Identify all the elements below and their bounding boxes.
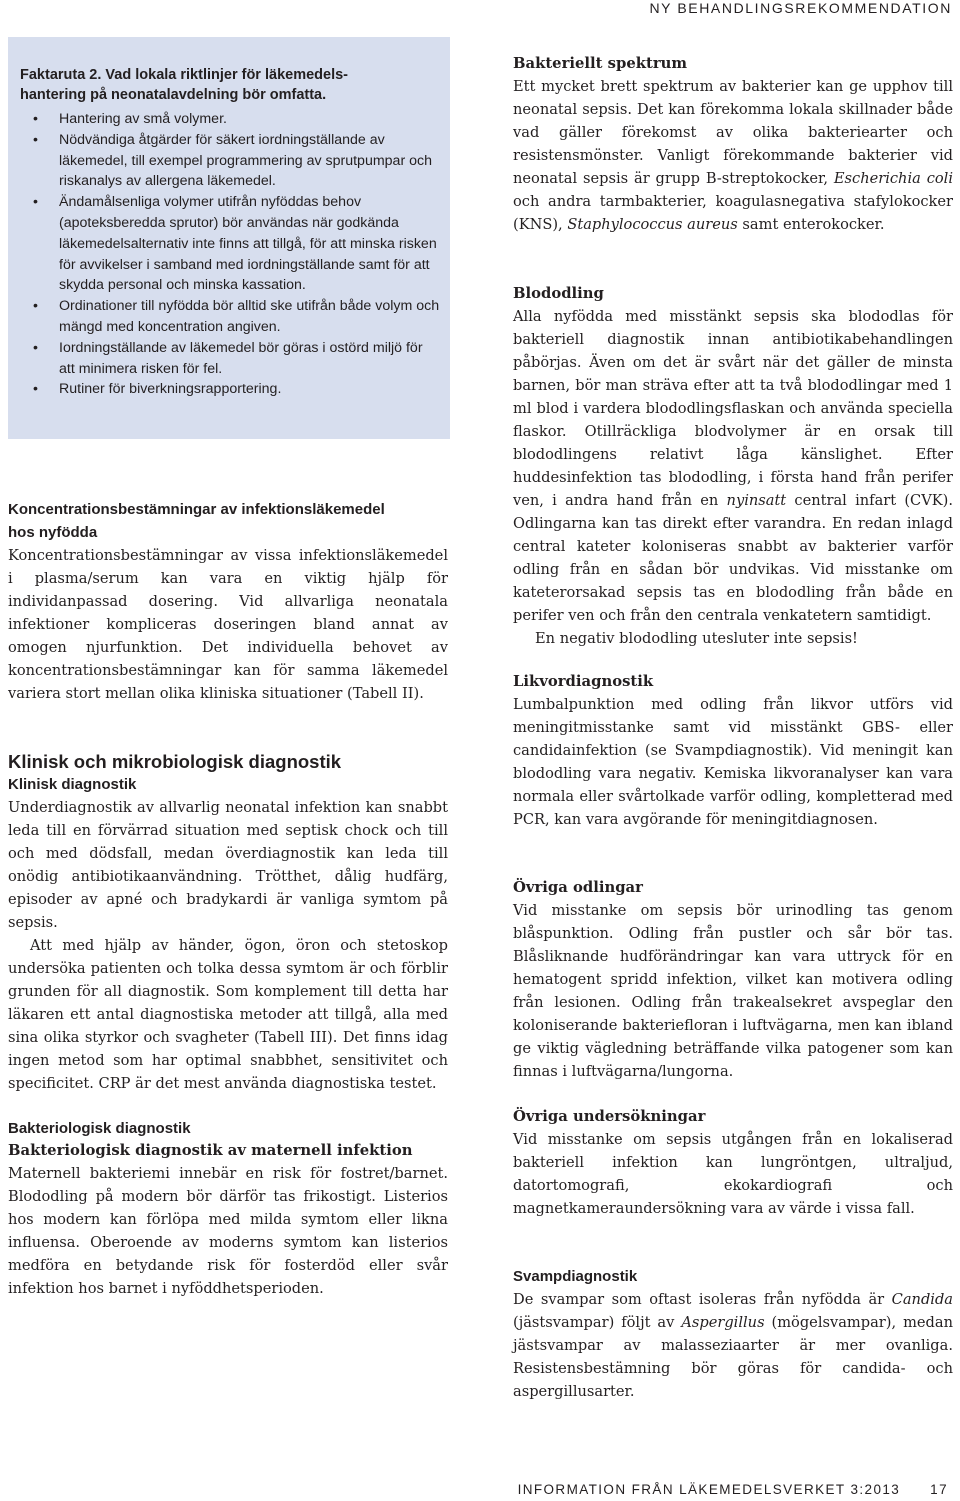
section-klinisk — [8, 750, 448, 1095]
blododling-text: central infart (CVK). Odlingarna kan tas direkt efter varandra. En redan inlagd central kateter koloniseras snabbt av bakterier varför odling från en sådan bör undvikas. Vid misstanke om kateterorsakad sepsis tas en blododling från både en perifer ven och från den centrala venkatetern samtidigt. — [513, 492, 953, 624]
section-ovriga-undersokningar — [513, 1106, 953, 1220]
svamp-heading: Svampdiagnostik — [513, 1268, 638, 1285]
svamp-text: (mögelsvampar), medan jästsvampar av malasseziaarter är mer ovanliga. Resistensbestämning bör göras för candida- och aspergillusarter. — [513, 1314, 953, 1400]
svamp-text: (jästsvampar) följt av — [513, 1314, 682, 1331]
section-bakteriologisk — [8, 1118, 448, 1300]
klinisk-heading: Klinisk och mikrobiologisk diagnostik — [8, 751, 342, 772]
bakteriologisk-body: Maternell bakteriemi innebär en risk för fostret/barnet. Blododling på modern bör därför tas frikostigt. Listerios hos modern kan förlöpa med milda symtom eller likna influensa. Oberoende av moderns symtom kan listerios medföra en betydande risk för fosterdöd eller svår infektion hos barnet i nyföddhetsperioden. — [8, 1165, 448, 1297]
factbox-title-line1: Faktaruta 2. Vad lokala riktlinjer för läkemedels- — [20, 67, 348, 83]
klinisk-subheading: Klinisk diagnostik — [8, 776, 137, 793]
footer — [518, 1482, 948, 1497]
running-header: NY BEHANDLINGSREKOMMENDATION — [649, 0, 952, 16]
blododling-text: Alla nyfödda med misstänkt sepsis ska blododlas för bakteriell diagnostik innan antibiotikabehandlingen påbörjas. Även om det är svårt när det gäller de minsta barnen, bör man sträva efter att ta två blododlingar med 1 ml blod i vardera blododlingsflaskan och använda speciella flaskor. Otillräckliga blodvolymer är en orsak till blododlingens relativt låga känslighet. Efter huddesinfektion tas blododling, i första hand från perifer ven, i andra hand från en — [513, 308, 953, 509]
factbox-title — [20, 65, 440, 105]
blododling-para2: En negativ blododling utesluter inte sepsis! — [535, 630, 858, 647]
ovriga-undersokningar-heading: Övriga undersökningar — [513, 1108, 706, 1125]
spektrum-text: Ett mycket brett spektrum av bakterier kan ge upphov till neonatal sepsis. Det kan förekomma lokala skillnader både vad gäller förekomst av olika bakteriearter och resistensmönster. Vanligt förekommande bakterier vid neonatal sepsis är grupp B-streptokocker, — [513, 78, 953, 187]
factbox — [8, 37, 450, 439]
spektrum-text: och andra tarmbakterier, koagulasnegativa stafylokocker (KNS), — [513, 193, 953, 233]
likvor-body: Lumbalpunktion med odling från likvor utförs vid meningitmisstanke samt vid misstänkt GBS- eller candidainfektion (se Svampdiagnostik). Vid meningit kan blododling vara negativ. Kemiska likvoranalyser kan vara normala eller svårtolkade varför odling, kompletterad med PCR, kan vara avgörande för meningitdiagnosen. — [513, 696, 953, 828]
spektrum-text: samt enterokocker. — [737, 216, 885, 233]
footer-source: INFORMATION FRÅN LÄKEMEDELSVERKET 3:2013 — [517, 1482, 901, 1497]
koncentration-heading-line2: hos nyfödda — [8, 524, 98, 541]
ovriga-odlingar-heading: Övriga odlingar — [513, 879, 643, 896]
bakteriologisk-subheading: Bakteriologisk diagnostik av maternell infektion — [8, 1142, 413, 1159]
svamp-body — [513, 1288, 953, 1403]
section-spektrum — [513, 53, 953, 236]
blododling-body — [513, 305, 953, 627]
factbox-item: • Ordinationer till nyfödda bör alltid ske utifrån både volym och mängd med koncentration angiven. — [20, 296, 440, 338]
ovriga-undersokningar-body: Vid misstanke om sepsis utgången från en lokaliserad bakteriell infektion kan lungröntgen, ultraljud, datortomografi, ekokardiografi och magnetkameraundersökning vara av värde i vissa fall. — [513, 1131, 953, 1217]
blododling-heading: Blododling — [513, 285, 604, 302]
svamp-text: De svampar som oftast isoleras från nyfödda är — [513, 1291, 892, 1308]
spektrum-heading: Bakteriellt spektrum — [513, 55, 688, 72]
blododling-nyinsatt: nyinsatt — [726, 492, 787, 509]
ovriga-odlingar-body: Vid misstanke om sepsis bör urinodling tas genom blåspunktion. Odling från pustler och sår bör tas. Blåsliknande hudförändringar kan vara uttryck för en hematogent spridd infektion, vilket kan motivera odling från lesionen. Odling från trakealsekret avspeglar den koloniserande bakteriefloran i luftvägarna, men kan ibland ge viktig vägledning beträffande vilka patogener som kan finnas i luftvägarna/lungorna. — [513, 902, 953, 1080]
klinisk-para1: Underdiagnostik av allvarlig neonatal infektion kan snabbt leda till en förvärrad situation med septisk chock och till och med dödsfall, medan överdiagnostik kan leda till onödig antibiotikaanvändning. Trötthet, dålig hudfärg, episoder av apné och bradykardi är vanliga symtom på sepsis. — [8, 799, 448, 931]
likvor-heading: Likvordiagnostik — [513, 673, 654, 690]
koncentration-heading-line1: Koncentrationsbestämningar av infektionsläkemedel — [8, 501, 385, 518]
factbox-title-line2: hantering på neonatalavdelning bör omfatta. — [20, 87, 327, 103]
koncentration-body: Koncentrationsbestämningar av vissa infektionsläkemedel i plasma/serum kan vara en viktig hjälp för individanpassad dosering. Vid allvarliga neonatala infektioner kompliceras doseringen bland annat av omogen njurfunktion. Det individuella behovet av koncentrationsbestämningar kan för samma läkemedel variera stort mellan olika kliniska situationer (Tabell II). — [8, 547, 448, 702]
spektrum-body — [513, 75, 953, 236]
spektrum-ecoli: Escherichia coli — [833, 170, 953, 187]
page-number: 17 — [930, 1482, 948, 1497]
section-koncentration — [8, 498, 448, 705]
factbox-item: • Iordningställande av läkemedel bör göras i ostörd miljö för att minimera risken för fel. — [20, 338, 440, 380]
factbox-item: • Hantering av små volymer. — [20, 109, 440, 130]
factbox-item: • Rutiner för biverkningsrapportering. — [20, 379, 440, 400]
spektrum-staph: Staphylococcus aureus — [567, 216, 738, 233]
svamp-aspergillus: Aspergillus — [681, 1314, 765, 1331]
svamp-candida: Candida — [891, 1291, 953, 1308]
section-blododling — [513, 283, 953, 650]
factbox-list — [20, 109, 440, 400]
factbox-item: • Nödvändiga åtgärder för säkert iordningställande av läkemedel, till exempel programmering av sprutpumpar och riskanalys av allergena läkemedel. — [20, 130, 440, 192]
section-ovriga-odlingar — [513, 877, 953, 1083]
section-likvor — [513, 671, 953, 831]
bakteriologisk-heading: Bakteriologisk diagnostik — [8, 1120, 191, 1137]
koncentration-heading — [8, 498, 448, 544]
factbox-item: • Ändamålsenliga volymer utifrån nyföddas behov (apoteksberedda sprutor) bör användas när godkända läkemedelsalternativ inte finns att tillgå, för att minska risken för avvikelser i samband med iordningställande samt för att skydda personal och minska kassation. — [20, 192, 440, 296]
section-svamp — [513, 1266, 953, 1403]
klinisk-para2: Att med hjälp av händer, ögon, öron och stetoskop undersöka patienten och tolka dessa symtom är och förblir grunden för all diagnostik. Som komplement till detta har läkaren ett antal diagnostiska metoder att tillgå, alla med sina olika styrkor och svagheter (Tabell III). Det finns idag ingen metod som har optimal snabbhet, sensitivitet och specificitet. CRP är det mest använda diagnostiska testet. — [8, 937, 448, 1092]
